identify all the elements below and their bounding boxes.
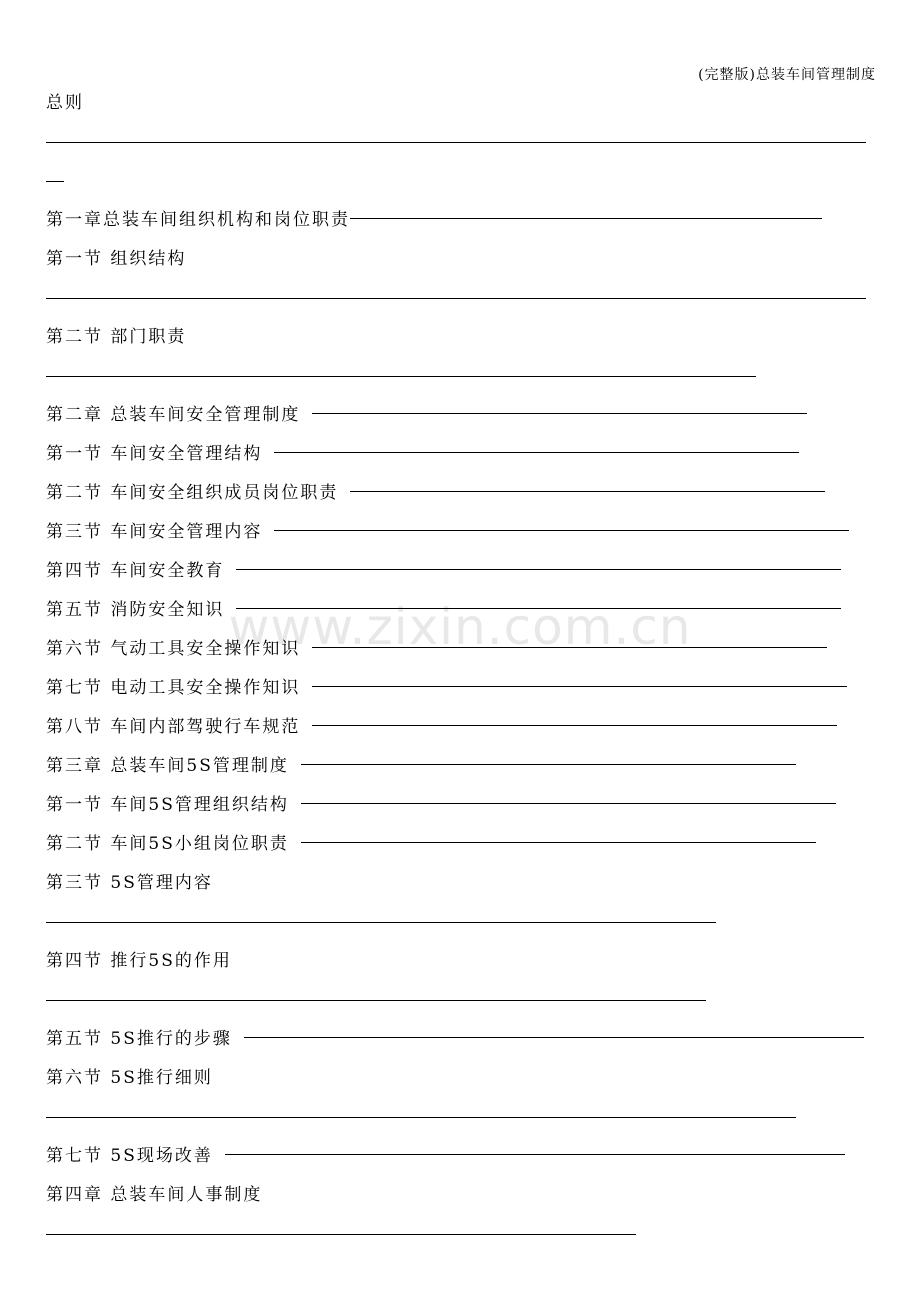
leader-line bbox=[225, 1154, 845, 1155]
leader-line bbox=[301, 842, 816, 843]
toc-label: 第五节 5S推行的步骤 bbox=[46, 1029, 232, 1049]
toc-entry bbox=[46, 318, 876, 357]
toc-entry bbox=[46, 747, 876, 786]
leader-line bbox=[46, 181, 64, 182]
leader-line bbox=[46, 922, 716, 923]
leader-line bbox=[236, 608, 841, 609]
toc-entry bbox=[46, 864, 876, 903]
toc-entry bbox=[46, 84, 876, 123]
leader-line bbox=[312, 413, 807, 414]
toc-label: 第二章 总装车间安全管理制度 bbox=[46, 405, 301, 425]
toc-label: 第七节 5S现场改善 bbox=[46, 1146, 213, 1166]
toc-entry bbox=[46, 825, 876, 864]
leader-line bbox=[236, 569, 841, 570]
leader-line bbox=[312, 647, 827, 648]
watermark: www.zixin.com.cn bbox=[228, 598, 692, 656]
toc-label: 第六节 5S推行细则 bbox=[46, 1068, 213, 1088]
toc-label: 第二节 车间安全组织成员岗位职责 bbox=[46, 483, 339, 503]
leader-line bbox=[350, 491, 825, 492]
toc-entry bbox=[46, 669, 876, 708]
leader-line bbox=[244, 1037, 864, 1038]
leader-line bbox=[301, 803, 836, 804]
toc-entry bbox=[46, 513, 876, 552]
leader-line bbox=[312, 686, 847, 687]
toc-entry bbox=[46, 1059, 876, 1098]
toc-entry bbox=[46, 201, 876, 240]
toc-label: 第一章总装车间组织机构和岗位职责 bbox=[46, 210, 350, 230]
leader-line bbox=[274, 452, 799, 453]
toc-label: 第一节 组织结构 bbox=[46, 249, 187, 269]
toc-label: 第一节 车间安全管理结构 bbox=[46, 444, 263, 464]
toc-label: 第四章 总装车间人事制度 bbox=[46, 1185, 263, 1205]
toc-label: 第三节 5S管理内容 bbox=[46, 873, 213, 893]
toc-label: 第八节 车间内部驾驶行车规范 bbox=[46, 717, 301, 737]
leader-line bbox=[46, 1234, 636, 1235]
toc-entry bbox=[46, 708, 876, 747]
toc-label: 第七节 电动工具安全操作知识 bbox=[46, 678, 301, 698]
leader-line bbox=[312, 725, 837, 726]
leader-line bbox=[350, 218, 822, 219]
leader-line bbox=[46, 1117, 796, 1118]
toc-label: 第一节 车间5S管理组织结构 bbox=[46, 795, 289, 815]
toc-entry bbox=[46, 474, 876, 513]
toc-label: 总则 bbox=[46, 93, 84, 113]
toc-entry bbox=[46, 786, 876, 825]
toc-label: 第二节 车间5S小组岗位职责 bbox=[46, 834, 289, 854]
leader-line bbox=[46, 1000, 706, 1001]
toc-entry bbox=[46, 630, 876, 669]
toc-label: 第二节 部门职责 bbox=[46, 327, 187, 347]
leader-line bbox=[301, 764, 796, 765]
toc-entry bbox=[46, 240, 876, 279]
toc-label: 第三章 总装车间5S管理制度 bbox=[46, 756, 289, 776]
toc-entry bbox=[46, 1137, 876, 1176]
toc-entry bbox=[46, 435, 876, 474]
toc-entry bbox=[46, 1176, 876, 1215]
toc-entry bbox=[46, 552, 876, 591]
toc-label: 第四节 推行5S的作用 bbox=[46, 951, 232, 971]
toc-label: 第五节 消防安全知识 bbox=[46, 600, 225, 620]
toc-entry bbox=[46, 591, 876, 630]
leader-line bbox=[274, 530, 849, 531]
toc-entry bbox=[46, 1020, 876, 1059]
toc-label: 第三节 车间安全管理内容 bbox=[46, 522, 263, 542]
toc-label: 第四节 车间安全教育 bbox=[46, 561, 225, 581]
toc-entry bbox=[46, 396, 876, 435]
table-of-contents bbox=[46, 84, 876, 1254]
leader-line bbox=[46, 376, 756, 377]
leader-line bbox=[46, 298, 866, 299]
document-header: (完整版)总装车间管理制度 bbox=[698, 67, 876, 83]
toc-label: 第六节 气动工具安全操作知识 bbox=[46, 639, 301, 659]
leader-line bbox=[46, 142, 866, 143]
toc-entry bbox=[46, 942, 876, 981]
